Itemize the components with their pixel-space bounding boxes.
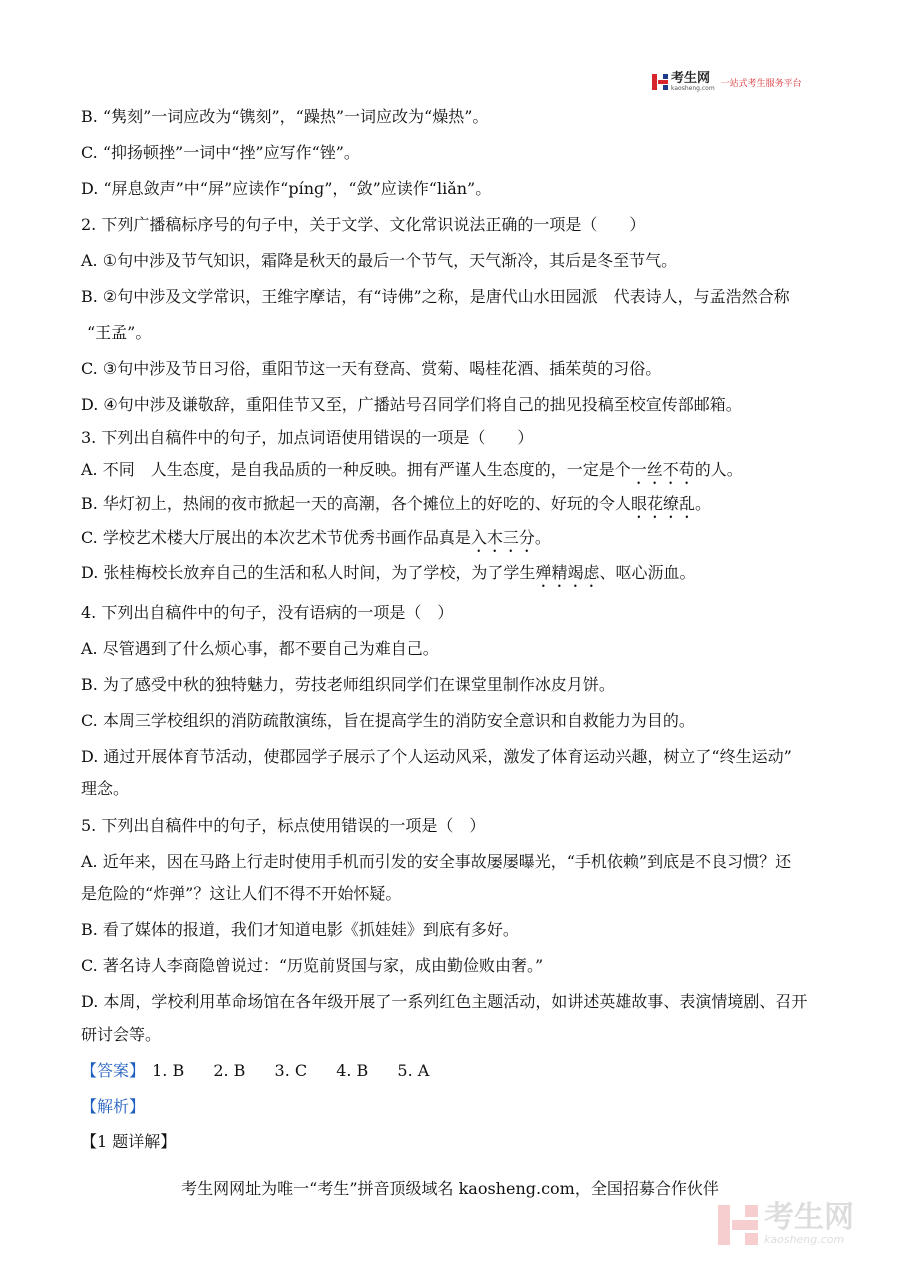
q3-a-dotted-word: 一丝不苟 (630, 460, 695, 479)
q5-option-c: C. 著名诗人李商隐曾说过：“历览前贤国与家，成由勤俭败由奢。” (81, 956, 544, 975)
q3-b-dotted-word: 眼花缭乱 (630, 494, 695, 513)
q4-option-c: C. 本周三学校组织的消防疏散演练，旨在提高学生的消防安全意识和自救能力为目的。 (81, 711, 695, 730)
q2-option-b-cont: “王孟”。 (87, 323, 152, 342)
q3-d-dotted-word: 殚精竭虑 (535, 563, 600, 582)
q5-option-d-cont: 研讨会等。 (81, 1025, 162, 1044)
q3-a-tail: 的人。 (694, 460, 743, 479)
q3-c-tail: 。 (534, 528, 551, 547)
q4-option-d-cont: 理念。 (81, 779, 130, 798)
answer-2: 2. B (213, 1061, 246, 1080)
q3-c-text: C. 学校艺术楼大厅展出的本次艺术节优秀书画作品真是 (81, 528, 471, 547)
q4-stem: 4. 下列出自稿件中的句子，没有语病的一项是（ ） (81, 603, 454, 622)
q5-option-b: B. 看了媒体的报道，我们才知道电影《抓娃娃》到底有多好。 (81, 920, 519, 939)
q1-option-b: B. “隽刻”一词应改为“镌刻”，“躁热”一词应改为“燥热”。 (81, 107, 489, 126)
watermark-domain: kaosheng.com (764, 1233, 845, 1246)
q5-option-a: A. 近年来，因在马路上行走时使用手机而引发的安全事故屡屡曝光，“手机依赖”到底是不良习惯？还 (81, 852, 792, 871)
watermark (718, 1200, 854, 1246)
site-logo (652, 72, 802, 92)
answer-3: 3. C (274, 1061, 308, 1080)
watermark-name: 考生网 (764, 1200, 854, 1235)
q5-option-d: D. 本周，学校利用革命场馆在各年级开展了一系列红色主题活动，如讲述英雄故事、表演情境剧、召开 (81, 992, 808, 1011)
q2-stem: 2. 下列广播稿标序号的句子中，关于文学、文化常识说法正确的一项是（ ） (81, 215, 646, 234)
q4-option-d: D. 通过开展体育节活动，使郡园学子展示了个人运动风采，激发了体育运动兴趣，树立了“终生运动” (81, 747, 792, 766)
logo-name: 考生网 (671, 71, 711, 86)
q3-option-c (81, 528, 551, 556)
q3-option-b (81, 494, 711, 522)
q3-option-a (81, 460, 743, 488)
q1-option-d: D. “屏息敛声”中“屏”应读作“pínɡ”，“敛”应读作“liǎn”。 (81, 179, 492, 198)
watermark-logo-icon (718, 1205, 758, 1245)
q2-option-d: D. ④句中涉及谦敬辞，重阳佳节又至，广播站号召同学们将自己的拙见投稿至校宣传部邮箱。 (81, 395, 742, 414)
q2-option-b: B. ②句中涉及文学常识，王维字摩诘，有“诗佛”之称，是唐代山水田园派 代表诗人，与孟浩然合称 (81, 287, 790, 306)
answer-1: 1. B (152, 1061, 185, 1080)
q3-d-tail: 、呕心沥血。 (599, 563, 696, 582)
q3-stem: 3. 下列出自稿件中的句子，加点词语使用错误的一项是（ ） (81, 428, 534, 447)
q3-d-text: D. 张桂梅校长放弃自己的生活和私人时间，为了学校，为了学生 (81, 563, 536, 582)
q3-option-d (81, 563, 695, 591)
q4-option-a: A. 尽管遇到了什么烦心事，都不要自己为难自己。 (81, 639, 439, 658)
q1-option-c: C. “抑扬顿挫”一词中“挫”应写作“锉”。 (81, 143, 360, 162)
q2-option-c: C. ③句中涉及节日习俗，重阳节这一天有登高、赏菊、喝桂花酒、插茱萸的习俗。 (81, 359, 662, 378)
answer-row (81, 1061, 429, 1081)
answer-5: 5. A (397, 1061, 430, 1080)
q3-b-text: B. 华灯初上，热闹的夜市掀起一天的高潮，各个摊位上的好吃的、好玩的令人 (81, 494, 631, 513)
analysis-label: 【解析】 (81, 1097, 146, 1116)
q5-option-a-cont: 是危险的“炸弹”？这让人们不得不开始怀疑。 (81, 884, 402, 903)
answer-label: 【答案】 (81, 1061, 146, 1080)
q4-option-b: B. 为了感受中秋的独特魅力，劳技老师组织同学们在课堂里制作冰皮月饼。 (81, 675, 615, 694)
page-footer: 考生网网址为唯一“考生”拼音顶级域名 kaosheng.com，全国招募合作伙伴 (181, 1179, 719, 1198)
answer-4: 4. B (336, 1061, 369, 1080)
q3-a-text: A. 不同 人生态度，是自我品质的一种反映。拥有严谨人生态度的，一定是个 (81, 460, 631, 479)
q5-stem: 5. 下列出自稿件中的句子，标点使用错误的一项是（ ） (81, 816, 486, 835)
logo-slogan: 一站式考生服务平台 (720, 78, 802, 89)
logo-icon (652, 74, 668, 90)
q3-c-dotted-word: 入木三分 (470, 528, 535, 547)
q2-option-a: A. ①句中涉及节气知识，霜降是秋天的最后一个节气，天气渐冷，其后是冬至节气。 (81, 251, 678, 270)
logo-domain: kaosheng.com (671, 85, 715, 92)
detail-label: 【1 题详解】 (81, 1132, 177, 1151)
q3-b-tail: 。 (694, 494, 711, 513)
